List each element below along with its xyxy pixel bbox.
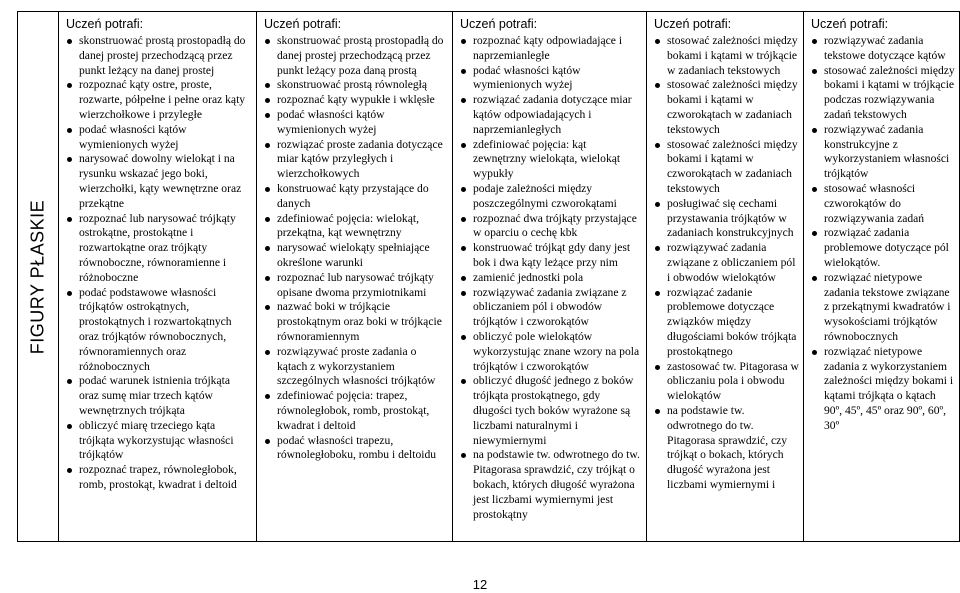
list-item: zdefiniować pojęcia: trapez, równoległobok, romb, prostokąt, kwadrat i deltoid [264, 389, 448, 433]
list-item: obliczyć miarę trzeciego kąta trójkąta wykorzystując własności trójkątów [66, 419, 252, 463]
list-item: rozwiązać zadania dotyczące miar kątów odpowiadających i naprzemianległych [460, 93, 642, 137]
list-item: podać własności kątów wymienionych wyżej [66, 123, 252, 153]
list-item: rozwiązywać zadania konstrukcyjne z wykorzystaniem własności trójkątów [811, 123, 955, 182]
list-item: stosować zależności między bokami i kątami w czworokątach w zadaniach tekstowych [654, 138, 799, 197]
column-5 [804, 12, 960, 541]
list-item: podać warunek istnienia trójkąta oraz sumę miar trzech kątów wewnętrznych trójkąta [66, 374, 252, 418]
column-2 [257, 12, 453, 541]
list-item: podaje zależności między poszczególnymi czworokątami [460, 182, 642, 212]
list-item: rozwiązać nietypowe zadania tekstowe związane z przekątnymi kwadratów i wysokościami trójkątów równobocznych [811, 271, 955, 345]
list-item: rozwiązywać zadania związane z obliczaniem pól i obwodów trójkątów i czworokątów [460, 286, 642, 330]
list-item: skonstruować prostą prostopadłą do danej prostej przechodzącą przez punkt leżący na danej prostej [66, 34, 252, 78]
list-item: podać własności kątów wymienionych wyżej [264, 108, 448, 138]
list-item: konstruować kąty przystające do danych [264, 182, 448, 212]
list-item: posługiwać się cechami przystawania trójkątów w zadaniach konstrukcyjnych [654, 197, 799, 241]
skills-list [811, 34, 955, 434]
column-3 [453, 12, 647, 541]
skills-list [460, 34, 642, 522]
list-item: zdefiniować pojęcia: kąt zewnętrzny wielokąta, wielokąt wypukły [460, 138, 642, 182]
page-number: 12 [472, 577, 488, 592]
list-item: konstruować trójkąt gdy dany jest bok i dwa kąty leżące przy nim [460, 241, 642, 271]
list-item: stosować zależności między bokami i kątami w trójkącie podczas rozwiązywania zadań tekstowych [811, 64, 955, 123]
list-item: narysować wielokąty spełniające określone warunki [264, 241, 448, 271]
list-item: rozwiązać zadanie problemowe dotyczące związków między długościami boków trójkąta prostokątnego [654, 286, 799, 360]
section-title: FIGURY PŁASKIE [27, 199, 48, 354]
list-item: zamienić jednostki pola [460, 271, 642, 286]
list-item: obliczyć pole wielokątów wykorzystując znane wzory na pola trójkątów i czworokątów [460, 330, 642, 374]
list-item: rozpoznać trapez, równoległobok, romb, prostokąt, kwadrat i deltoid [66, 463, 252, 493]
list-item: stosować zależności między bokami i kątami w trójkącie w zadaniach tekstowych [654, 34, 799, 78]
list-item: stosować zależności między bokami i kątami w czworokątach w zadaniach tekstowych [654, 78, 799, 137]
section-cell [17, 12, 59, 541]
list-item: stosować własności czworokątów do rozwiązywania zadań [811, 182, 955, 226]
list-item: obliczyć długość jednego z boków trójkąta prostokątnego, gdy długości tych boków wyrażone są liczbami naturalnymi i niewymiernymi [460, 374, 642, 448]
column-4 [647, 12, 804, 541]
list-item: zastosować tw. Pitagorasa w obliczaniu pola i obwodu wielokątów [654, 360, 799, 404]
column-header: Uczeń potrafi: [66, 17, 144, 31]
list-item: rozwiązywać proste zadania o kątach z wykorzystaniem szczególnych własności trójkątów [264, 345, 448, 389]
list-item: skonstruować prostą prostopadłą do danej prostej przechodzącą przez punkt leżący poza daną prostą [264, 34, 448, 78]
list-item: na podstawie tw. odwrotnego do tw. Pitagorasa sprawdzić, czy trójkąt o bokach, których długość wyrażona jest liczbami wymiernymi jest prostokątny [460, 448, 642, 522]
list-item: rozpoznać kąty wypukłe i wklęsłe [264, 93, 448, 108]
column-header: Uczeń potrafi: [654, 17, 732, 31]
column-1 [59, 12, 257, 541]
list-item: narysować dowolny wielokąt i na rysunku wskazać jego boki, wierzchołki, kąty wewnętrzne oraz przekątne [66, 152, 252, 211]
list-item: podać własności kątów wymienionych wyżej [460, 64, 642, 94]
list-item: rozwiązywać zadania związane z obliczaniem pól i obwodów wielokątów [654, 241, 799, 285]
list-item: podać własności trapezu, równoległoboku, rombu i deltoidu [264, 434, 448, 464]
list-item: rozpoznać kąty ostre, proste, rozwarte, półpełne i pełne oraz kąty wierzchołkowe i przyległe [66, 78, 252, 122]
skills-list [654, 34, 799, 493]
curriculum-table [17, 11, 960, 542]
list-item: rozpoznać lub narysować trójkąty ostrokątne, prostokątne i rozwartokątne oraz trójkąty równoboczne, równoramienne i różnoboczne [66, 212, 252, 286]
list-item: rozwiązać zadania problemowe dotyczące pól wielokątów. [811, 226, 955, 270]
list-item: rozpoznać dwa trójkąty przystające w oparciu o cechę kbk [460, 212, 642, 242]
list-item: rozpoznać lub narysować trójkąty opisane dwoma przymiotnikami [264, 271, 448, 301]
skills-list [66, 34, 252, 493]
list-item: rozwiązać proste zadania dotyczące miar kątów przyległych i wierzchołkowych [264, 138, 448, 182]
list-item: na podstawie tw. odwrotnego do tw. Pitagorasa sprawdzić, czy trójkąt o bokach, których długość wyrażona jest liczbami wymiernymi i [654, 404, 799, 493]
skills-list [264, 34, 448, 463]
list-item: rozwiązywać zadania tekstowe dotyczące kątów [811, 34, 955, 64]
list-item: podać podstawowe własności trójkątów ostrokątnych, prostokątnych i rozwartokątnych oraz trójkątów równobocznych, równoramiennych oraz różnobocznych [66, 286, 252, 375]
list-item: rozwiązać nietypowe zadania z wykorzystaniem zależności między bokami i kątami trójkąta o kątach 90º, 45º, 45º oraz 90º, 60º, 30º [811, 345, 955, 434]
list-item: nazwać boki w trójkącie prostokątnym oraz boki w trójkącie równoramiennym [264, 300, 448, 344]
list-item: rozpoznać kąty odpowiadające i naprzemianległe [460, 34, 642, 64]
column-header: Uczeń potrafi: [264, 17, 342, 31]
list-item: skonstruować prostą równoległą [264, 78, 448, 93]
column-header: Uczeń potrafi: [460, 17, 538, 31]
column-header: Uczeń potrafi: [811, 17, 889, 31]
list-item: zdefiniować pojęcia: wielokąt, przekątna, kąt wewnętrzny [264, 212, 448, 242]
